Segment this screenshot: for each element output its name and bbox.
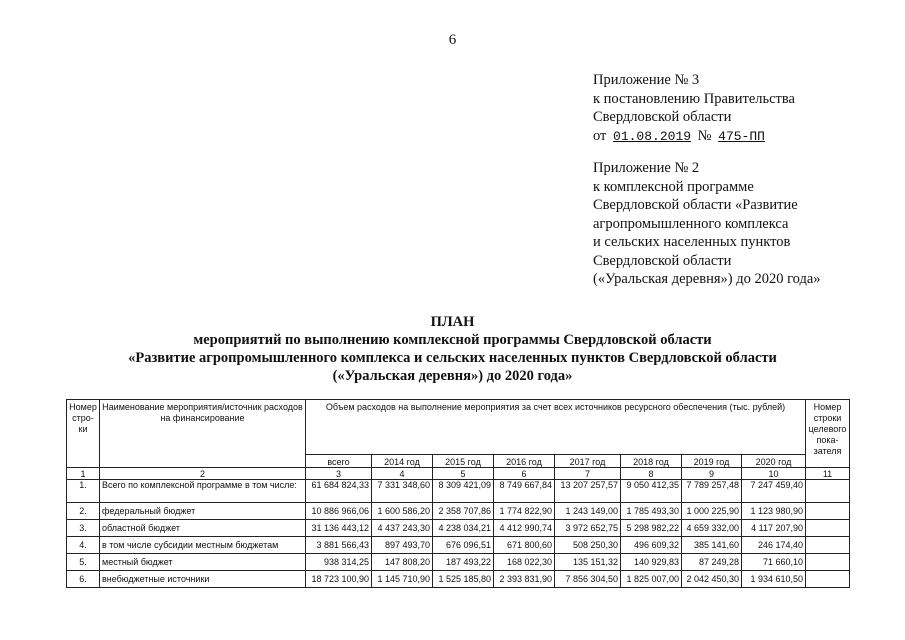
value-2016: 2 393 831,90 (494, 571, 555, 588)
value-2016: 168 022,30 (494, 554, 555, 571)
value-2017: 3 972 652,75 (555, 520, 621, 537)
column-number: 9 (682, 468, 742, 480)
table-header-row (67, 400, 850, 455)
appendix-line: агропромышленного комплекса (593, 215, 789, 232)
header-total: всего (306, 455, 372, 468)
value-2020: 4 117 207,90 (742, 520, 806, 537)
row-name: федеральный бюджет (100, 503, 306, 520)
appendix-line: к комплексной программе (593, 178, 754, 195)
number-prefix: № (697, 127, 712, 144)
value-total: 61 684 824,33 (306, 480, 372, 503)
table-row (67, 571, 850, 588)
header-year: 2019 год (682, 455, 742, 468)
appendix-line: Свердловской области «Развитие (593, 197, 798, 213)
header-year: 2017 год (555, 455, 621, 468)
header-name: Наименование мероприятия/источник расходов на финансирование (100, 400, 306, 468)
header-year: 2016 год (494, 455, 555, 468)
document-title (0, 313, 905, 385)
value-2015: 8 309 421,09 (433, 480, 494, 503)
appendix-program-block (593, 159, 821, 289)
row-name: в том числе субсидии местным бюджетам (100, 537, 306, 554)
value-2014: 4 437 243,30 (372, 520, 433, 537)
value-2017: 7 856 304,50 (555, 571, 621, 588)
column-number: 6 (494, 468, 555, 480)
column-number: 7 (555, 468, 621, 480)
row-name: Всего по комплексной программе в том числе: (100, 480, 306, 503)
appendix-line: к постановлению Правительства (593, 90, 795, 107)
title-line: ПЛАН (430, 314, 475, 330)
target-row-cell (806, 571, 850, 588)
table-row (67, 503, 850, 520)
value-2014: 7 331 348,60 (372, 480, 433, 503)
value-2019: 1 000 225,90 (682, 503, 742, 520)
value-2020: 71 660,10 (742, 554, 806, 571)
column-number: 4 (372, 468, 433, 480)
row-index: 1. (67, 480, 100, 503)
value-2014: 1 145 710,90 (372, 571, 433, 588)
value-total: 31 136 443,12 (306, 520, 372, 537)
row-index: 3. (67, 520, 100, 537)
page-number: 6 (448, 32, 457, 48)
value-2020: 1 123 980,90 (742, 503, 806, 520)
row-index: 2. (67, 503, 100, 520)
value-2015: 1 525 185,80 (433, 571, 494, 588)
appendix-date-line (593, 127, 795, 147)
column-number: 5 (433, 468, 494, 480)
value-2015: 676 096,51 (433, 537, 494, 554)
header-row-number: Номер стро-ки (67, 400, 100, 468)
column-number: 3 (306, 468, 372, 480)
value-2017: 135 151,32 (555, 554, 621, 571)
title-line: «Развитие агропромышленного комплекса и сельских населенных пунктов Свердловской области (128, 350, 777, 366)
value-2018: 496 609,32 (621, 537, 682, 554)
header-year: 2018 год (621, 455, 682, 468)
value-2019: 4 659 332,00 (682, 520, 742, 537)
target-row-cell (806, 503, 850, 520)
value-2017: 508 250,30 (555, 537, 621, 554)
value-2015: 4 238 034,21 (433, 520, 494, 537)
column-number: 11 (806, 468, 850, 480)
plan-table (66, 399, 850, 588)
value-2019: 7 789 257,48 (682, 480, 742, 503)
target-row-cell (806, 520, 850, 537)
value-total: 3 881 566,43 (306, 537, 372, 554)
table-row (67, 537, 850, 554)
value-total: 938 314,25 (306, 554, 372, 571)
value-2015: 2 358 707,86 (433, 503, 494, 520)
row-index: 6. (67, 571, 100, 588)
column-number: 10 (742, 468, 806, 480)
value-2014: 897 493,70 (372, 537, 433, 554)
target-row-cell (806, 537, 850, 554)
date-prefix: от (593, 127, 607, 144)
table-row (67, 554, 850, 571)
header-target-row: Номер строки целевого пока-зателя (806, 400, 850, 468)
column-number: 1 (67, 468, 100, 480)
value-2020: 246 174,40 (742, 537, 806, 554)
value-2018: 1 785 493,30 (621, 503, 682, 520)
column-number-row (67, 468, 850, 480)
value-2018: 1 825 007,00 (621, 571, 682, 588)
value-2019: 87 249,28 (682, 554, 742, 571)
header-year: 2014 год (372, 455, 433, 468)
appendix-line: Приложение № 3 (593, 72, 700, 88)
header-year: 2020 год (742, 455, 806, 468)
value-2020: 7 247 459,40 (742, 480, 806, 503)
appendix-line: («Уральская деревня») до 2020 года» (593, 271, 821, 287)
title-line: мероприятий по выполнению комплексной программы Свердловской области (193, 332, 712, 348)
value-2015: 187 493,22 (433, 554, 494, 571)
value-2014: 1 600 586,20 (372, 503, 433, 520)
value-2016: 671 800,60 (494, 537, 555, 554)
value-2016: 1 774 822,90 (494, 503, 555, 520)
row-index: 4. (67, 537, 100, 554)
row-name: внебюджетные источники (100, 571, 306, 588)
header-volume: Объем расходов на выполнение мероприятия за счет всех источников ресурсного обеспечения (тыс. рублей) (306, 400, 806, 455)
appendix-resolution-block (593, 71, 795, 146)
row-name: местный бюджет (100, 554, 306, 571)
value-2020: 1 934 610,50 (742, 571, 806, 588)
value-2018: 9 050 412,35 (621, 480, 682, 503)
row-index: 5. (67, 554, 100, 571)
column-number: 2 (100, 468, 306, 480)
value-2014: 147 808,20 (372, 554, 433, 571)
value-2019: 2 042 450,30 (682, 571, 742, 588)
value-2016: 4 412 990,74 (494, 520, 555, 537)
table-row (67, 520, 850, 537)
resolution-date: 01.08.2019 (613, 128, 692, 144)
column-number: 8 (621, 468, 682, 480)
value-2016: 8 749 667,84 (494, 480, 555, 503)
resolution-number: 475-ПП (718, 128, 765, 144)
target-row-cell (806, 480, 850, 503)
value-2017: 13 207 257,57 (555, 480, 621, 503)
appendix-line: и сельских населенных пунктов (593, 234, 791, 250)
appendix-line: Свердловской области (593, 252, 732, 269)
header-year: 2015 год (433, 455, 494, 468)
value-total: 18 723 100,90 (306, 571, 372, 588)
row-name: областной бюджет (100, 520, 306, 537)
value-2019: 385 141,60 (682, 537, 742, 554)
value-2018: 140 929,83 (621, 554, 682, 571)
value-2017: 1 243 149,00 (555, 503, 621, 520)
value-total: 10 886 966,06 (306, 503, 372, 520)
table-row (67, 480, 850, 503)
appendix-line: Свердловской области (593, 109, 732, 125)
value-2018: 5 298 982,22 (621, 520, 682, 537)
target-row-cell (806, 554, 850, 571)
appendix-line: Приложение № 2 (593, 160, 700, 176)
title-line: («Уральская деревня») до 2020 года» (332, 368, 573, 384)
